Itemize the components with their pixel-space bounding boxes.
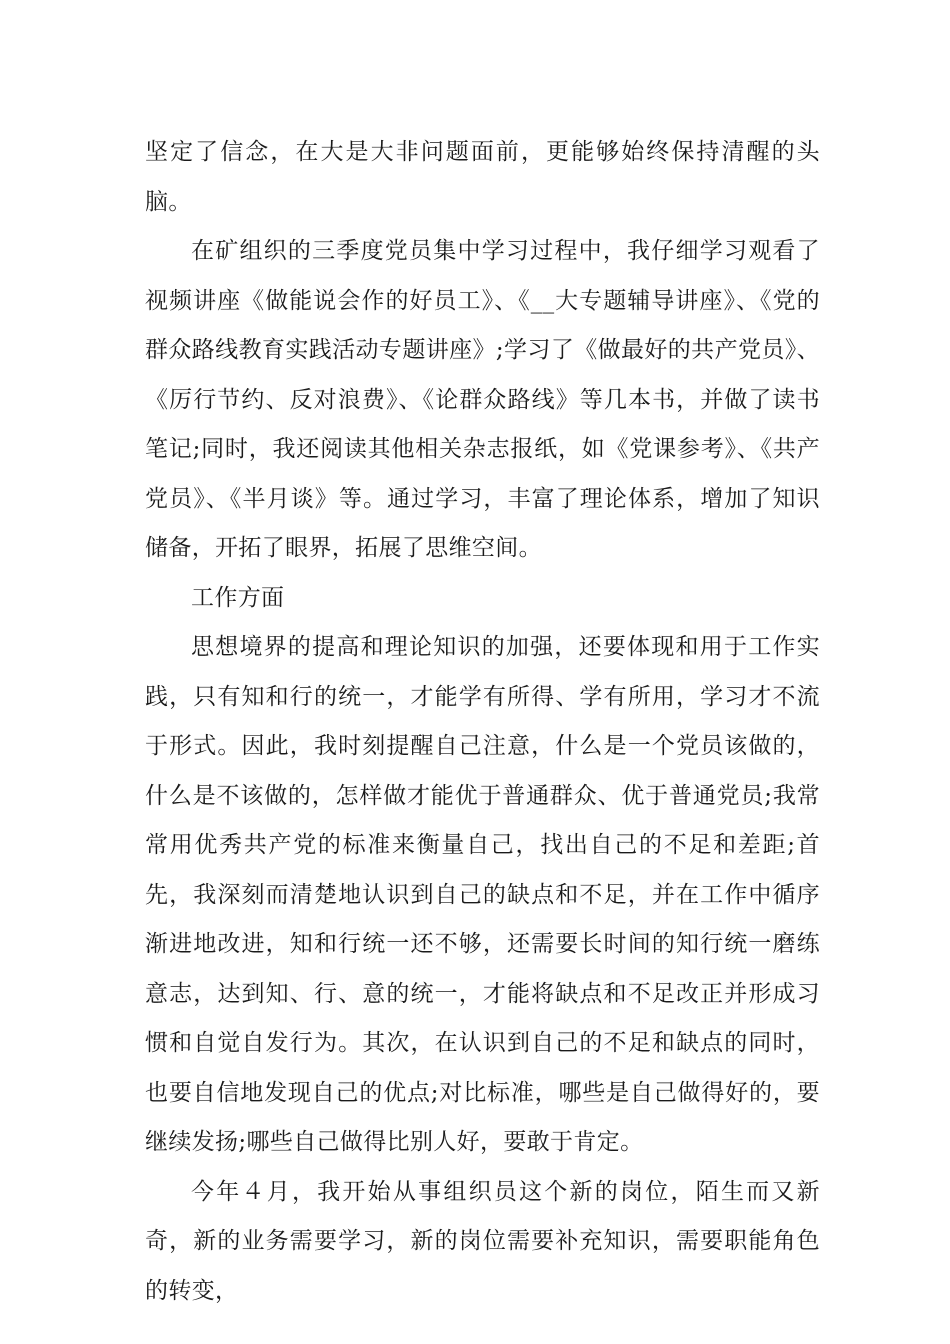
paragraph-study: 在矿组织的三季度党员集中学习过程中，我仔细学习观看了视频讲座《做能说会作的好员工》、《__大专题辅导讲座》、《党的群众路线教育实践活动专题讲座》;学习了《做最好的共产党员》、《厉行节约、反对浪费》、《论群众路线》等几本书，并做了读书笔记;同时，我还阅读其他相关杂志报纸，如《党课参考》、《共产党员》、《半月谈》等。通过学习，丰富了理论体系，增加了知识储备，开拓了眼界，拓展了思维空间。 xyxy=(145,238,820,561)
paragraph-practice: 思想境界的提高和理论知识的加强，还要体现和用于工作实践，只有知和行的统一，才能学有所得、学有所用，学习才不流于形式。因此，我时刻提醒自己注意，什么是一个党员该做的，什么是不该做的，怎样做才能优于普通群众、优于普通党员;我常常用优秀共产党的标准来衡量自己，找出自己的不足和差距;首先，我深刻而清楚地认识到自己的缺点和不足，并在工作中循序渐进地改进，知和行统一还不够，还需要长时间的知行统一磨练意志，达到知、行、意的统一，才能将缺点和不足改正并形成习惯和自觉自发行为。其次，在认识到自己的不足和缺点的同时，也要自信地发现自己的优点;对比标准，哪些是自己做得好的，要继续发扬;哪些自己做得比别人好，要敢于肯定。 xyxy=(145,634,820,1155)
section-heading-work: 工作方面 xyxy=(191,584,285,611)
paragraph-belief: 坚定了信念，在大是大非问题面前，更能够始终保持清醒的头脑。 xyxy=(145,139,820,215)
paragraph-new-position: 今年４月，我开始从事组织员这个新的岗位，陌生而又新奇，新的业务需要学习，新的岗位需要补充知识，需要职能角色的转变， xyxy=(145,1178,820,1304)
document-body xyxy=(145,128,820,1316)
